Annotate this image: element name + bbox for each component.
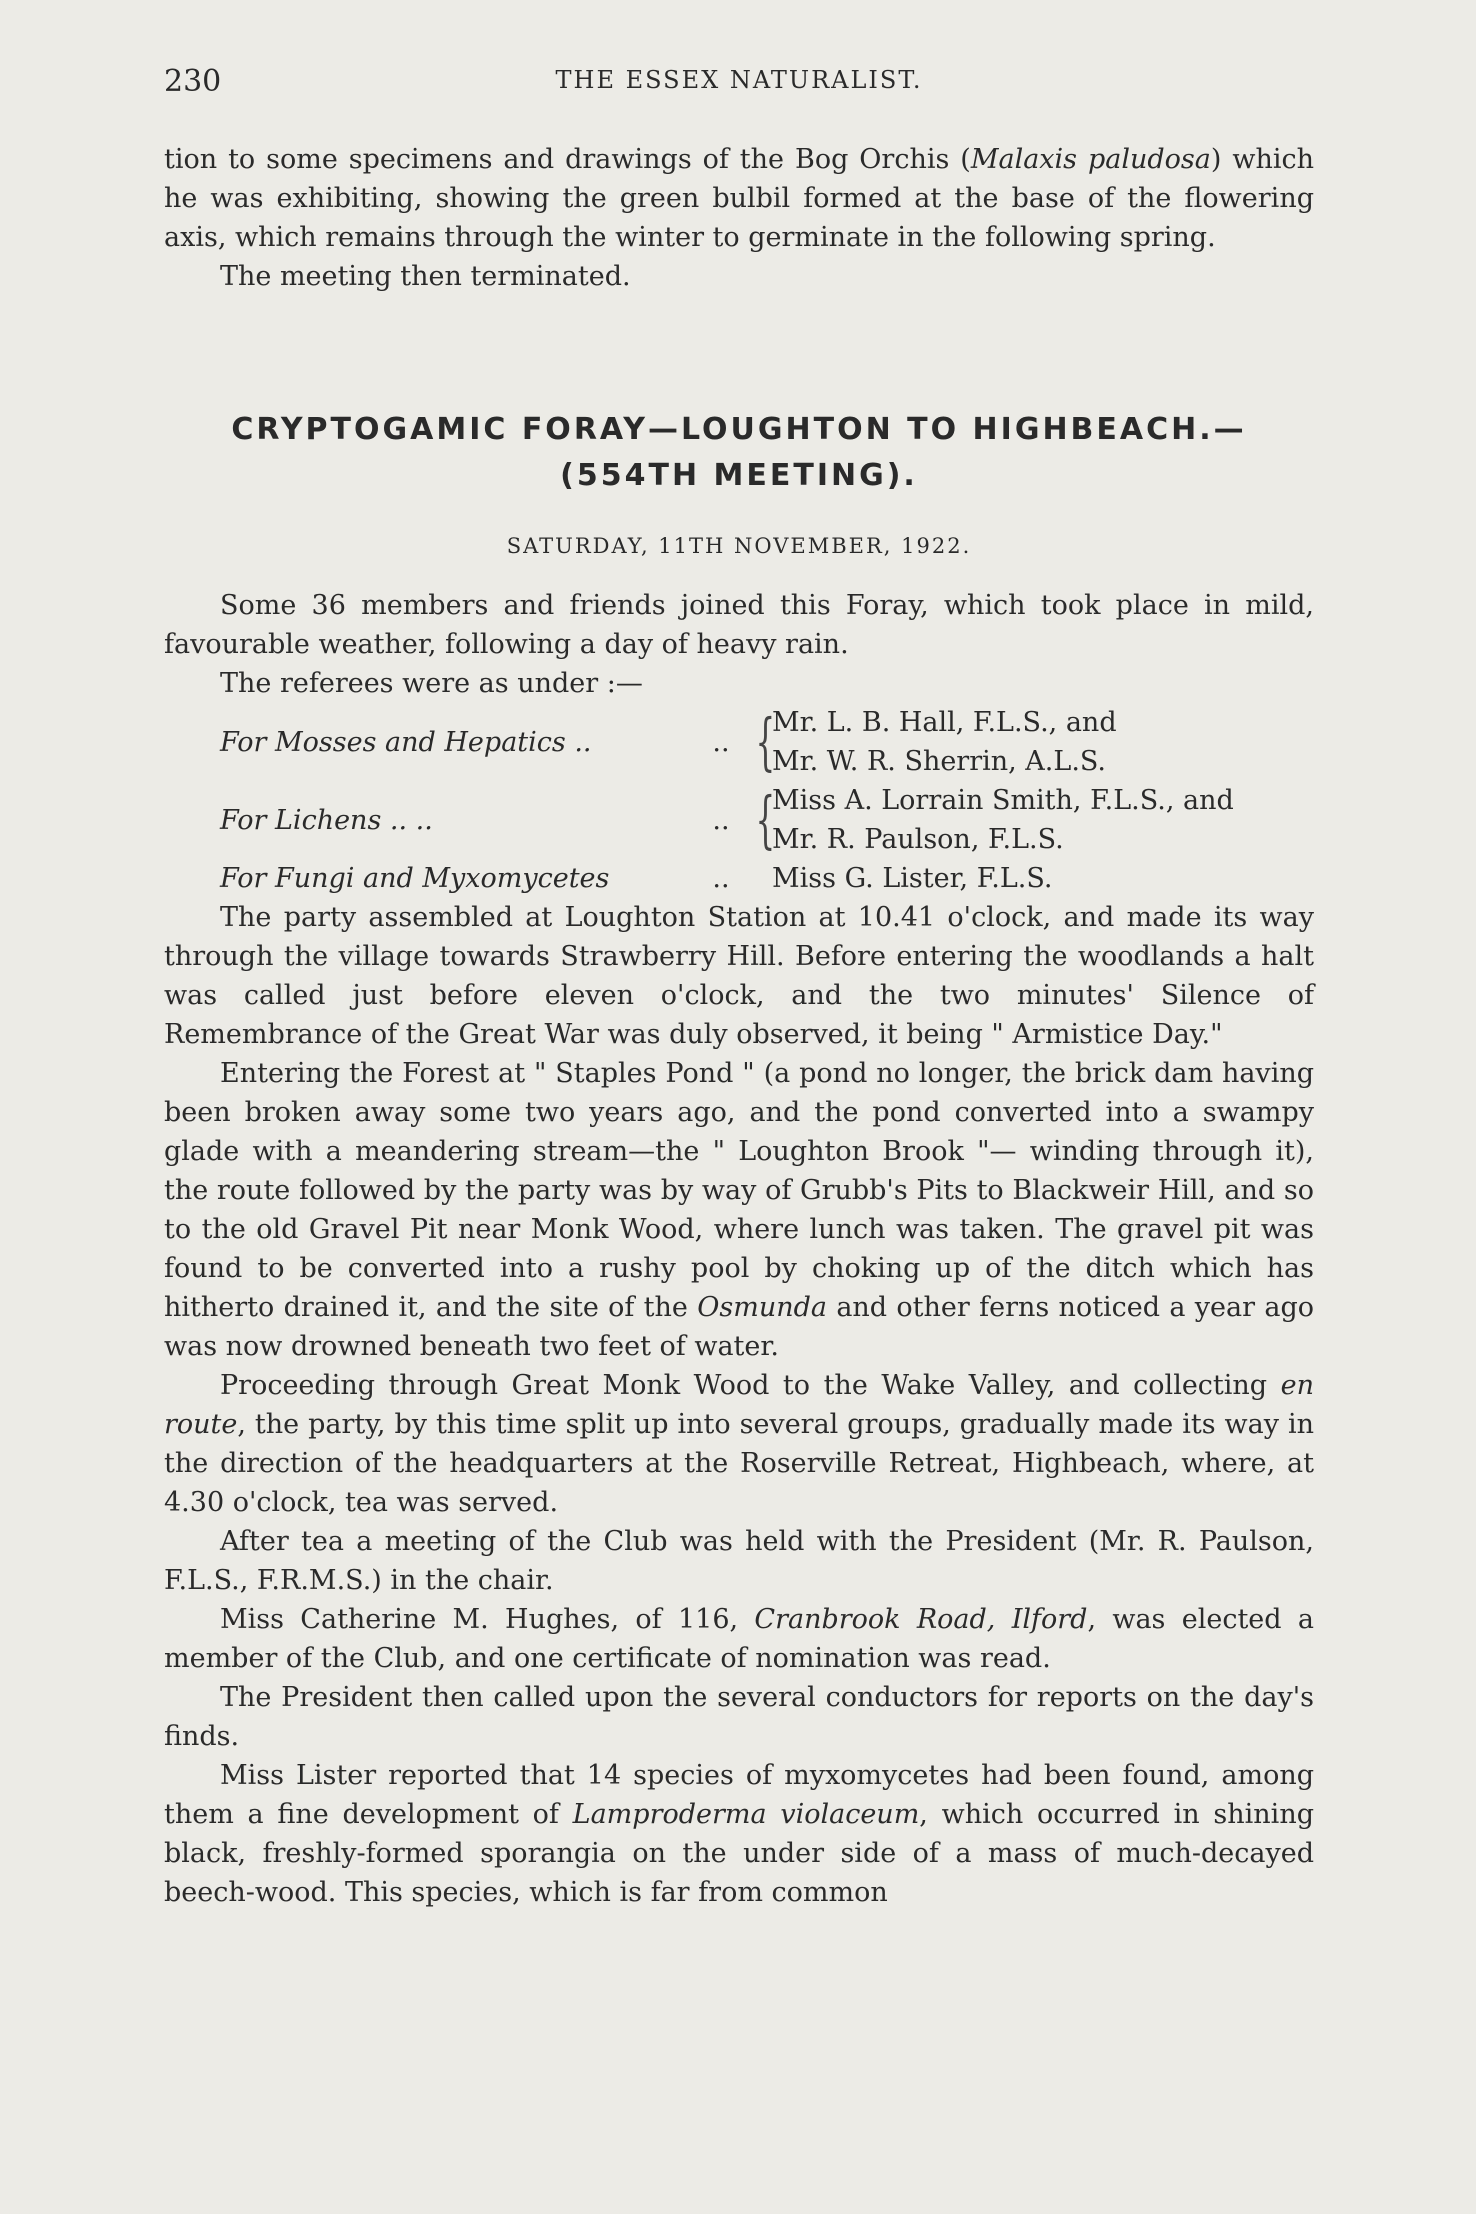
species-name: Lamproderma violaceum [572, 1799, 920, 1830]
paragraph-members: Some 36 members and friends joined this Foray, which took place in mild, favourable weather, following a day of heavy rain. [164, 590, 1314, 660]
text-run: Entering the Forest at " Staples Pond " (a pond no longer, the brick dam having been broken away some two years ago, and the pond converted into a swampy glade with a meandering stream—the " Loughton Brook "— winding through it), the route followed by the party was by way of Grubb's Pits to Blackweir Hill, and so to the old Gravel Pit near Monk Wood, where lunch was taken. The gravel pit was found to be converted into a rushy pool by choking up of the ditch which has hitherto drained it, and the site of the [164, 1058, 1314, 1323]
page-body [164, 140, 1314, 1912]
paragraph-after-tea: After tea a meeting of the Club was held with the President (Mr. R. Paulson, F.L.S., F.R.M.S.) in the chair. [164, 1526, 1314, 1596]
text-run: Proceeding through Great Monk Wood to the Wake Valley, and collecting [220, 1370, 1281, 1401]
paragraph-forest [164, 1054, 1314, 1366]
paragraph-terminated: The meeting then terminated. [220, 261, 631, 292]
text-run: , the party, by this time split up into several groups, gradually made its way in the direction of the headquarters at the Roserville Retreat, Highbeach, where, at 4.30 o'clock, tea was served. [164, 1409, 1314, 1518]
referee-row-mosses [164, 703, 1314, 781]
leader-dots: .. [712, 726, 730, 758]
leader-dots: .. [712, 804, 730, 836]
referee-label: For Fungi and Myxomycetes [220, 863, 610, 894]
paragraph-referees-intro: The referees were as under :— [220, 668, 643, 699]
italic-phrase: en route [164, 1370, 1314, 1440]
section-title: CRYPTOGAMIC FORAY—LOUGHTON TO HIGHBEACH.— [231, 412, 1247, 447]
paragraph-assembled: The party assembled at Loughton Station at 10.41 o'clock, and made its way through the village towards Strawberry Hill. Before entering the woodlands a halt was called just before eleven o'clock, and the two minutes' Silence of Remembrance of the Great War was duly observed, it being " Armistice Day." [164, 902, 1314, 1050]
species-name: Osmunda [697, 1292, 827, 1323]
paragraph-intro [164, 140, 1314, 257]
referee-label: For Mosses and Hepatics .. [220, 726, 592, 758]
referee-name: Mr. W. R. Sherrin, A.L.S. [772, 746, 1107, 777]
section-subtitle: (554TH MEETING). [560, 458, 918, 493]
referee-name: Mr. L. B. Hall, F.L.S., and [772, 707, 1117, 738]
referee-names [766, 781, 1234, 859]
referee-name: Mr. R. Paulson, F.L.S. [772, 824, 1064, 855]
brace-icon: { [755, 783, 776, 856]
referees-list [164, 703, 1314, 898]
text-run: and other ferns noticed a year ago was now drowned beneath two feet of water. [164, 1292, 1314, 1362]
referee-names [766, 859, 1052, 898]
meeting-date: SATURDAY, 11TH NOVEMBER, 1922. [506, 534, 972, 558]
text-run: Miss Lister reported that 14 species of myxomycetes had been found, among them a fine development of [164, 1760, 1314, 1830]
text-run: tion to some specimens and drawings of the Bog Orchis ( [164, 144, 971, 175]
paragraph-president: The President then called upon the several conductors for reports on the day's finds. [164, 1682, 1314, 1752]
text-run: ) which he was exhibiting, showing the green bulbil formed at the base of the flowering axis, which remains through the winter to germinate in the following spring. [164, 144, 1314, 253]
brace-icon: { [755, 705, 776, 778]
paragraph-hughes [164, 1600, 1314, 1678]
paragraph-proceeding [164, 1366, 1314, 1522]
species-name: Malaxis paludosa [970, 144, 1211, 175]
paragraph-lister [164, 1756, 1314, 1912]
referee-row-lichens [164, 781, 1314, 859]
address: Cranbrook Road, Ilford [754, 1604, 1088, 1635]
page-number: 230 [164, 64, 222, 99]
page-header [164, 64, 1314, 108]
text-run: , which occurred in shining black, freshly-formed sporangia on the under side of a mass of much-decayed beech-wood. This species, which is far from common [164, 1799, 1314, 1908]
referee-row-fungi [164, 859, 1314, 898]
referee-names [766, 703, 1117, 781]
text-run: , was elected a member of the Club, and one certificate of nomination was read. [164, 1604, 1314, 1674]
referee-name: Miss G. Lister, F.L.S. [772, 863, 1053, 894]
leader-dots: .. [712, 863, 730, 894]
text-run: Miss Catherine M. Hughes, of 116, [220, 1604, 755, 1635]
referee-name: Miss A. Lorrain Smith, F.L.S., and [772, 785, 1234, 816]
referee-label: For Lichens .. .. [220, 804, 433, 836]
running-title: THE ESSEX NATURALIST. [555, 66, 923, 94]
